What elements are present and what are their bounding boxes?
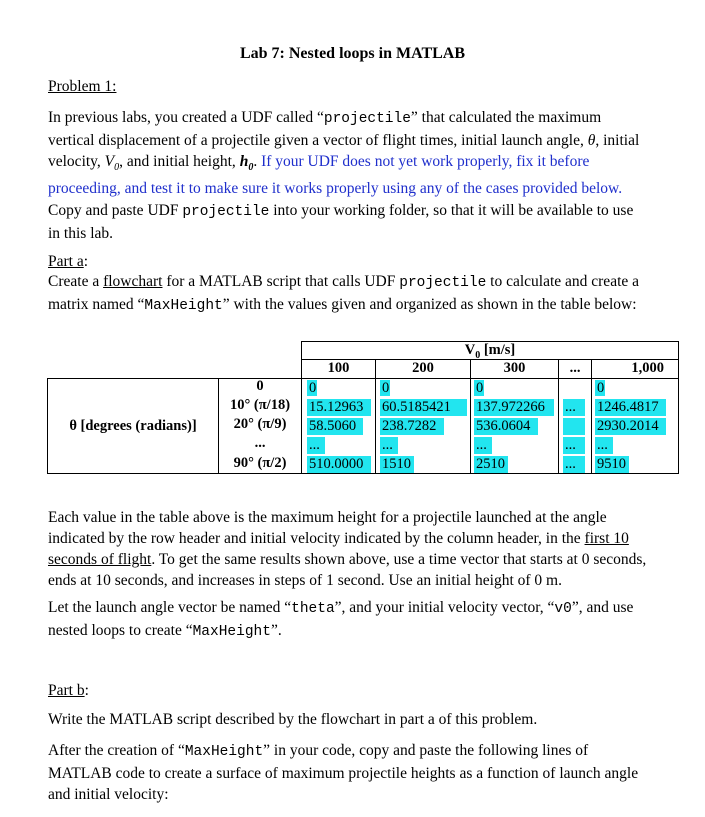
p4-text: Let the launch angle vector be named “ (48, 599, 292, 616)
part-a-colon: : (83, 253, 89, 270)
part-a-paragraph (48, 271, 668, 317)
nested-loops-paragraph (48, 597, 668, 643)
p3-text: . To get the same results shown above, use a time vector that starts at 0 seconds, (151, 551, 647, 568)
pa-text: ” with the values given and organized as shown in the table below: (222, 296, 637, 313)
p1-blue-instruction: If your UDF does not yet work properly, fix it before (261, 153, 590, 170)
flowchart-term: flowchart (103, 273, 163, 290)
p2-text: into your working folder, so that it will be available to use (269, 202, 634, 219)
p3-text: indicated by the row header and initial velocity indicated by the column header, in the (48, 530, 585, 547)
table-cell: 1510 (380, 456, 414, 473)
table-cell: 15.12963 (307, 399, 371, 416)
p1-blue-instruction-cont: proceeding, and test it to make sure it works properly using any of the cases provided below. (48, 180, 623, 198)
table-cell: ... (380, 437, 398, 454)
table-cell: 9510 (595, 456, 629, 473)
p4-code-theta: theta (291, 601, 335, 617)
p3-underlined-cont: seconds of flight (48, 551, 152, 568)
table-cell: 1246.4817 (595, 399, 666, 416)
row-label-20: 20° (π/9) (233, 416, 287, 432)
p3-line4: ends at 10 seconds, and increases in steps of 1 second. Use an initial height of 0 m. (48, 572, 562, 589)
table-cell: 510.0000 (307, 456, 371, 473)
part-a-label: Part a (48, 253, 84, 270)
page-title: Lab 7: Nested loops in MATLAB (239, 45, 466, 62)
p5-text: After the creation of “ (48, 742, 185, 759)
v0-label-sub: 0 (475, 349, 481, 361)
theta-symbol: θ (587, 132, 596, 149)
pa-code-maxheight: MaxHeight (144, 298, 223, 314)
table-cell: 238.7282 (380, 418, 444, 435)
row-label-0: 0 (256, 378, 264, 394)
p1-text: velocity, (48, 153, 105, 170)
p1-text: In previous labs, you created a UDF called “ (48, 109, 324, 126)
p5-line3: and initial velocity: (48, 786, 169, 803)
pa-code-projectile: projectile (399, 275, 487, 291)
problem1-heading-text: Problem 1: (48, 78, 117, 95)
table-cell: 0 (476, 380, 484, 396)
v0-symbol: V (104, 153, 115, 170)
row-label-10: 10° (π/18) (229, 397, 291, 413)
table-cell: 2510 (474, 456, 508, 473)
col-header-100: 100 (301, 359, 376, 379)
p3-underlined: first 10 (584, 530, 629, 547)
part-b-heading (48, 680, 668, 701)
table-cell: 536.0604 (474, 418, 538, 435)
table-cell: ... (307, 437, 325, 454)
col-header-1000: 1,000 (591, 359, 679, 379)
pa-text: Create a (48, 273, 104, 290)
table-cell: 58.5060 (307, 418, 363, 435)
table-cell: 60.5185421 (380, 399, 467, 416)
max-height-table (47, 341, 680, 475)
p2-text: Copy and paste UDF (48, 202, 183, 219)
surface-paragraph (48, 740, 668, 805)
p4-text: nested loops to create “ (48, 622, 193, 639)
h0-subscript: 0 (248, 162, 254, 174)
p4-code-maxheight: MaxHeight (192, 624, 271, 640)
p2-text-cont: in this lab. (48, 225, 114, 242)
p5-code-maxheight: MaxHeight (184, 744, 264, 760)
col-header-300: 300 (470, 359, 559, 379)
p3-line1: Each value in the table above is the maximum height for a projectile launched at the angle (48, 509, 607, 526)
table-cell: 0 (597, 380, 605, 396)
table-cell (563, 418, 585, 435)
problem1-paragraph (48, 107, 668, 199)
table-cell: 0 (382, 380, 390, 396)
problem1-heading (48, 76, 668, 97)
p1-text: , and initial height, (119, 153, 240, 170)
pb-line1: Write the MATLAB script described by the flowchart in part a of this problem. (48, 711, 538, 728)
col-header-200: 200 (375, 359, 471, 379)
table-cell: ... (563, 399, 585, 416)
part-b-paragraph (48, 709, 668, 730)
v0-label: V (464, 342, 476, 358)
p1-text: ” that calculated the maximum (410, 109, 602, 126)
explanation-paragraph (48, 507, 668, 591)
pa-text: matrix named “ (48, 296, 145, 313)
p1-text: . (253, 153, 262, 170)
table-cell: ... (563, 456, 585, 473)
table-cell: ... (474, 437, 492, 454)
pa-text: to calculate and create a (486, 273, 640, 290)
p2-code-projectile: projectile (182, 204, 270, 220)
row-label-ellipsis: ... (254, 435, 266, 451)
col-header-ellipsis: ... (558, 359, 592, 379)
v0-subscript: 0 (114, 162, 120, 174)
copy-paste-paragraph (48, 200, 668, 244)
col-header-v0 (301, 341, 679, 360)
table-cell: ... (595, 437, 613, 454)
h0-symbol: h (239, 153, 249, 170)
p1-text: , initial (595, 132, 640, 149)
part-a-heading (48, 251, 668, 272)
p4-text: ”, and your initial velocity vector, “ (334, 599, 555, 616)
v0-unit: [m/s] (480, 342, 516, 358)
table-cell: 0 (309, 380, 317, 396)
p5-line2: MATLAB code to create a surface of maximum projectile heights as a function of launch angle (48, 765, 639, 782)
table-cell: 137.972266 (474, 399, 554, 416)
p1-text: vertical displacement of a projectile given a vector of flight times, initial launch angle, (48, 132, 588, 149)
table-cell: ... (563, 437, 585, 454)
p4-text: ”, and use (571, 599, 634, 616)
p5-text: ” in your code, copy and paste the following lines of (263, 742, 589, 759)
p4-code-v0: v0 (554, 601, 572, 617)
pa-text: for a MATLAB script that calls UDF (162, 273, 400, 290)
row-label-90: 90° (π/2) (233, 455, 287, 471)
part-b-colon: : (84, 682, 89, 699)
row-header-theta: θ [degrees (radians)] (47, 378, 219, 474)
p1-code-projectile: projectile (323, 111, 411, 127)
part-b-label: Part b (48, 682, 85, 699)
table-cell: 2930.2014 (595, 418, 666, 435)
p4-text: ”. (270, 622, 282, 639)
